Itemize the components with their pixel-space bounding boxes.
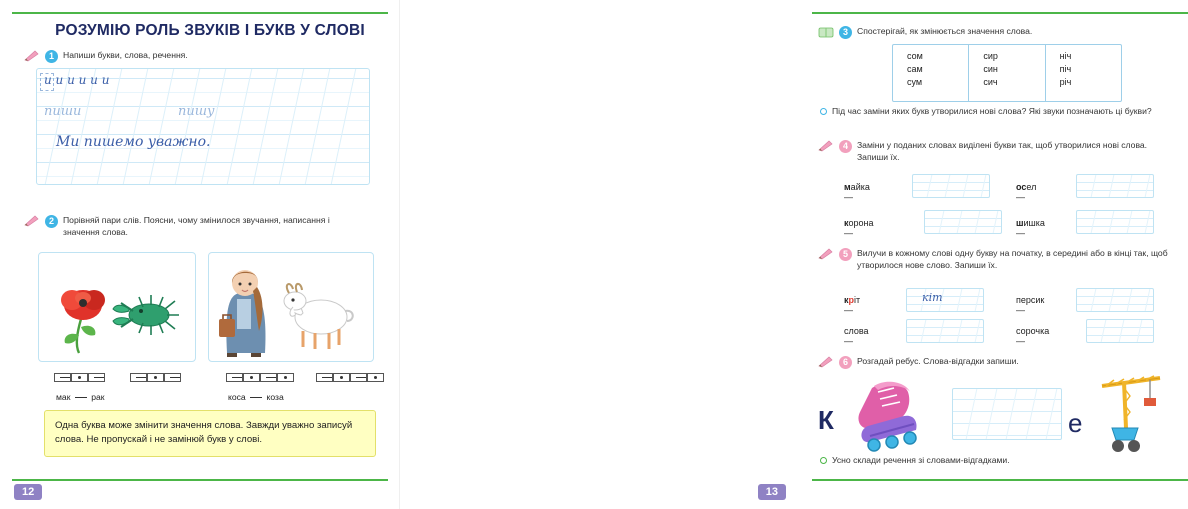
task-3-number: 3 [839,26,852,39]
sound-scheme-mak [54,373,105,382]
task-4-item-2 [844,218,874,238]
dash-symbol: — [844,192,853,202]
pencil-icon [818,248,834,260]
picture-card-mak-rak [38,252,196,362]
bullet-dot-icon [820,457,827,464]
task-5 [818,248,1178,271]
task-1-script-sentence: Ми пишемо уважно. [56,134,211,150]
task-3-word-table [892,44,1122,102]
page-number-left: 12 [14,484,42,500]
letter-suffix: персик [1016,295,1045,305]
top-rule-left [12,12,388,14]
task-4 [818,140,1178,163]
letter-prefix: к [844,218,849,228]
word-kosa: коса [228,392,246,402]
task-5-item-4 [1016,326,1049,346]
letter-highlight: а [850,182,856,192]
task-2 [24,215,384,238]
right-page [400,0,1168,509]
word-cell: сич [983,76,998,87]
dash-symbol: — [1016,336,1025,346]
letter-highlight: е [1026,182,1032,192]
task-1-script-line-2: пиши [44,104,82,119]
word-cell: син [983,63,998,74]
letter-highlight: р [848,295,855,305]
page-title: РОЗУМІЮ РОЛЬ ЗВУКІВ І БУКВ У СЛОВІ [55,22,365,39]
task-4-answer-box-1[interactable] [912,174,990,198]
word-column-3 [1045,45,1121,101]
bottom-rule-right [812,479,1188,481]
word-cell: сам [907,63,923,74]
dash-symbol: — [1016,228,1025,238]
task-6-number: 6 [839,356,852,369]
rebus-letter-left: К [818,405,834,435]
word-cell: сир [983,50,998,61]
rule-note-box [44,410,376,457]
task-4-answer-box-3[interactable] [1076,174,1154,198]
task-6-answer-box[interactable] [952,388,1062,440]
letter-prefix: ос [1016,182,1027,192]
task-6-footer [820,455,1172,467]
word-cell: ніч [1059,50,1072,61]
letter-suffix: іт [854,295,861,305]
bullet-dot-icon [820,108,827,115]
task-1-number: 1 [45,50,58,63]
picture-card-kosa-koza [208,252,374,362]
task-1-script-line-3: пишу [178,104,215,119]
letter-suffix: йка [855,182,870,192]
letter-highlight: о [848,218,854,228]
task-1-text: Напиши букви, слова, речення. [63,50,188,60]
dash-symbol: — [844,228,853,238]
task-5-answer-box-3[interactable] [1076,288,1154,312]
dash-symbol: — [1016,305,1025,315]
task-5-answer-box-2[interactable] [906,319,984,343]
sound-scheme-kosa [226,373,294,382]
roller-skate-image [848,372,940,452]
letter-prefix: к [844,295,849,305]
left-page [0,0,400,509]
book-icon [818,26,834,38]
word-cell: піч [1059,63,1072,74]
top-rule-right [812,12,1188,14]
task-5-item-3 [1016,295,1044,315]
pencil-icon [818,140,834,152]
dash-symbol: — [1016,192,1025,202]
task-1 [24,50,384,63]
task-4-item-1 [844,182,870,202]
word-rak: рак [91,392,105,402]
task-6-text: Розгадай ребус. Слова-відгадки запиши. [857,356,1019,366]
word-cell: сом [907,50,923,61]
task-4-text: Заміни у поданих словах виділені букви так, щоб утворилися нові слова. Запиши їх. [856,140,1148,162]
task-5-item-2 [844,326,869,346]
task-5-item-1 [844,295,860,315]
task-4-answer-box-2[interactable] [924,210,1002,234]
sound-scheme-koza [316,373,384,382]
letter-suffix: л [1031,182,1037,192]
page-number-right: 13 [758,484,786,500]
task-5-answer-box-1[interactable] [906,288,984,312]
bottom-rule-left [12,479,388,481]
task-4-item-3 [1016,182,1036,202]
task-5-text: Вилучи в кожному слові одну букву на початку, в середині або в кінці так, щоб утворилося нове слово. Запиши їх. [856,248,1168,270]
task-4-item-4 [1016,218,1045,238]
letter-prefix: м [844,182,851,192]
pencil-icon [818,356,834,368]
task-4-number: 4 [839,140,852,153]
letter-suffix: слова [844,326,869,336]
dash-symbol: — [844,336,853,346]
letter-highlight: и [1023,218,1029,228]
task-2-text: Порівняй пари слів. Поясни, чому змінилося звучання, написання і значення слова. [63,215,330,237]
word-column-1 [893,45,968,101]
word-pair-1 [56,392,105,402]
crane-image [1090,368,1170,454]
task-5-answer-1: кіт [922,291,943,304]
rule-note-text: Одна буква може змінити значення слова. Завжди уважно записуй слова. Не пропускай і не замінюй букв у слові. [55,420,353,446]
letter-suffix: шка [1028,218,1045,228]
dash-symbol: — [844,305,853,315]
word-mak: мак [56,392,71,402]
pair-dash-icon [250,397,262,398]
task-5-answer-box-4[interactable] [1086,319,1154,343]
pair-dash-icon [75,397,87,398]
pencil-icon [24,215,40,227]
rebus-letter-right: е [1068,408,1083,438]
sound-scheme-rak [130,373,181,382]
task-3-text: Спостерігай, як змінюється значення слова. [857,26,1033,36]
letter-prefix: ш [1016,218,1024,228]
task-4-answer-box-4[interactable] [1076,210,1154,234]
word-koza: коза [266,392,284,402]
pencil-icon [24,50,40,62]
task-3 [818,26,1178,39]
task-3-question-text: Під час заміни яких букв утворилися нові слова? Які звуки позначають ці букви? [832,106,1152,116]
task-3-question [820,106,1172,118]
task-1-script-line-1: и и и и и и [44,73,110,87]
word-cell: річ [1059,76,1072,87]
task-6-footer-text: Усно склади речення зі словами-відгадками. [832,455,1010,465]
word-cell: сум [907,76,923,87]
letter-suffix: сорочка [1016,326,1050,336]
task-2-number: 2 [45,215,58,228]
word-pair-2 [228,392,284,402]
word-column-2 [968,45,1044,101]
letter-suffix: рона [853,218,874,228]
task-5-number: 5 [839,248,852,261]
